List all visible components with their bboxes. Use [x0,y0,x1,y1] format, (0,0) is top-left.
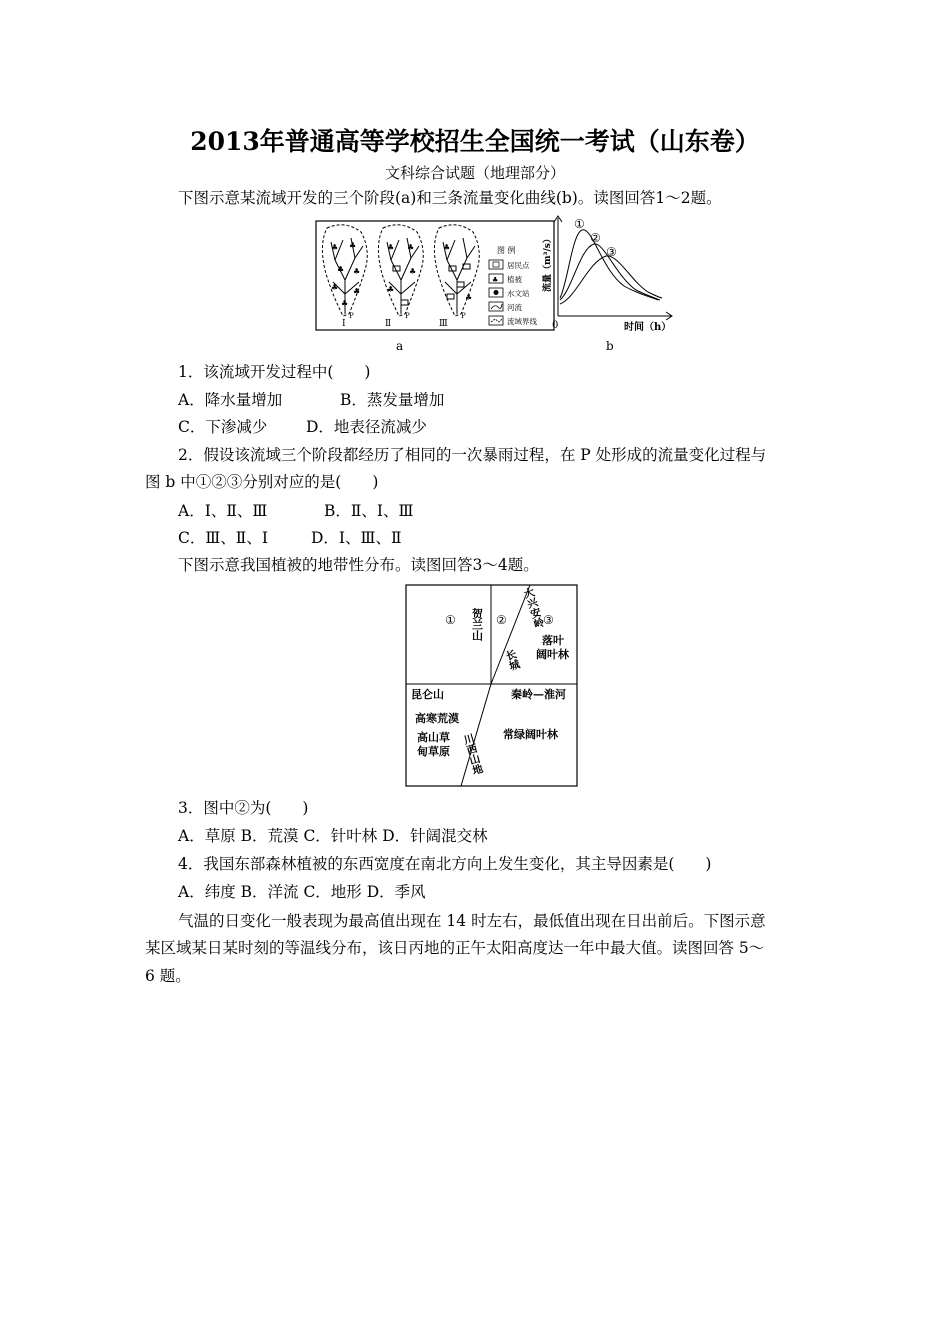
caption-a: a [396,339,404,353]
figure-vegetation-zones [405,584,579,788]
curve-1 [560,230,658,300]
q2-option-a: A．Ⅰ、Ⅱ、Ⅲ [178,502,268,520]
p-label-2: P [405,312,410,320]
axis-origin: 0 [552,320,559,331]
legend-item-settlement: 居民点 [507,261,530,270]
label-helan-mountain: 贺兰山 [470,608,484,641]
label-alpine-desert: 高寒荒漠 [415,712,459,725]
page-subtitle: 文科综合试题（地理部分） [384,164,565,182]
stage-label-3: Ⅲ [439,319,448,329]
curve-label-1: ① [574,217,585,231]
legend-item-vegetation: 植被 [507,275,522,284]
q2-option-b: B．Ⅱ、Ⅰ、Ⅲ [324,502,414,520]
q1-option-a: A．降水量增加 [178,391,283,409]
label-great-wall: 长城 [503,648,522,672]
label-qinling-huaihe: 秦岭—淮河 [511,688,566,701]
intro-q1-2: 下图示意某流域开发的三个阶段(a)和三条流量变化曲线(b)。读图回答1～2题。 [178,189,722,207]
label-deciduous-1: 落叶 [542,634,564,647]
intro-q5-6-line1: 气温的日变化一般表现为最高值出现在 14 时左右，最低值出现在日出前后。下图示意 [178,912,766,930]
q1-option-d: D．地表径流减少 [306,418,427,436]
svg-text:♣: ♣ [387,285,395,294]
q4-stem: 4．我国东部森林植被的东西宽度在南北方向上发生变化，其主导因素是( ) [178,855,712,873]
svg-text:♣: ♣ [349,241,357,250]
q4-options: A．纬度 B．洋流 C．地形 D．季风 [178,883,426,901]
label-kunlun-mountain: 昆仑山 [411,688,444,701]
svg-text:♣: ♣ [465,293,473,302]
basin-stage-1 [322,225,367,316]
zone-2: ② [496,613,507,627]
q3-options: A．草原 B．荒漠 C．针叶林 D．针阔混交林 [178,827,488,845]
q1-stem: 1．该流域开发过程中( ) [178,363,371,381]
label-western-sichuan: 川西山地 [461,732,485,777]
legend-item-station: 水文站 [507,289,530,298]
x-axis-label: 时间（h） [624,322,672,333]
svg-text:♣: ♣ [331,243,339,252]
q2-option-d: D．Ⅰ、Ⅲ、Ⅱ [311,529,402,547]
curve-label-3: ③ [606,245,617,259]
svg-text:♣: ♣ [409,267,417,276]
intro-q3-4: 下图示意我国植被的地带性分布。读图回答3～4题。 [178,556,539,574]
p-label-1: P [349,312,354,320]
label-alpine-meadow-1: 高山草 [417,731,450,744]
stage-label-1: Ⅰ [342,319,346,329]
figure-discharge-curves [540,212,680,336]
label-deciduous-2: 阔叶林 [536,648,569,661]
zone-3: ③ [543,613,554,627]
q2-stem-2: 图 b 中①②③分别对应的是( ) [145,473,379,491]
svg-text:♣: ♣ [337,265,345,274]
legend-title: 图 例 [497,246,516,255]
basin-stage-2 [378,225,423,316]
q3-stem: 3．图中②为( ) [178,799,309,817]
legend-item-river: 河流 [507,303,522,312]
q1-option-b: B．蒸发量增加 [340,391,445,409]
svg-text:♣: ♣ [353,287,361,296]
intro-q5-6-line3: 6 题。 [145,967,191,985]
svg-text:♣: ♣ [492,276,499,284]
stage-label-2: Ⅱ [385,319,392,329]
p-label-3: P [461,312,466,320]
label-alpine-meadow-2: 甸草原 [417,745,450,758]
svg-text:♣: ♣ [387,243,395,252]
q2-stem-1: 2．假设该流域三个阶段都经历了相同的一次暴雨过程，在 P 处形成的流量变化过程与 [178,446,767,464]
intro-q5-6-line2: 某区域某日某时刻的等温线分布，该日丙地的正午太阳高度达一年中最大值。读图回答 5～ [145,939,765,957]
curve-label-2: ② [590,231,601,245]
svg-text:♣: ♣ [407,243,415,252]
curve-3 [560,256,662,304]
page-title: 2013年普通高等学校招生全国统一考试（山东卷） [190,127,760,156]
y-axis-label: 流量（m³/s） [543,234,553,292]
svg-text:♣: ♣ [443,243,451,252]
legend-settlement-icon [489,260,503,269]
svg-text:♣: ♣ [353,267,361,276]
legend-river-icon [489,302,503,311]
caption-b: b [606,339,614,353]
q2-option-c: C．Ⅲ、Ⅱ、Ⅰ [178,529,268,547]
svg-text:♣: ♣ [331,283,339,292]
legend-item-boundary: 流域界线 [507,317,537,326]
svg-text:♣: ♣ [341,299,349,308]
label-evergreen-forest: 常绿阔叶林 [503,728,558,741]
label-daxinganling: 大兴安岭 [521,586,546,630]
q1-option-c: C．下渗减少 [178,418,268,436]
zone-1: ① [445,613,456,627]
basin-stage-3 [434,225,479,316]
figure-basin-stages [315,220,555,332]
